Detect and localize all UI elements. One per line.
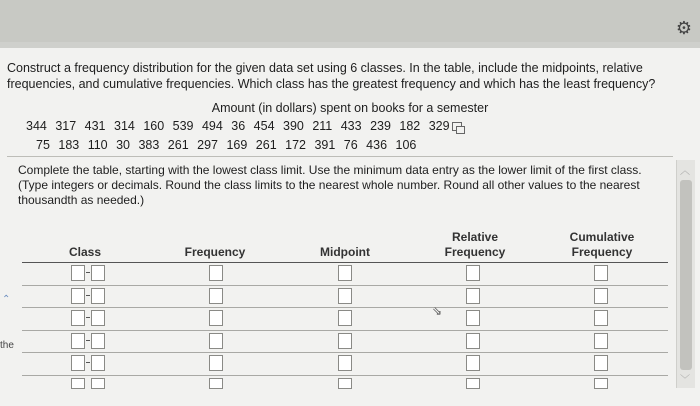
relative-frequency-input[interactable] — [466, 355, 480, 371]
class-lower-input[interactable] — [71, 333, 85, 349]
frequency-input[interactable] — [209, 355, 223, 371]
midpoint-input[interactable] — [338, 265, 352, 281]
caret-up-icon: ⌃ — [2, 294, 11, 305]
top-bar — [0, 0, 700, 42]
header-cumulative-line-1: Cumulative — [569, 230, 635, 244]
midpoint-input[interactable] — [338, 378, 352, 389]
header-midpoint: Midpoint — [320, 245, 370, 259]
row-divider — [22, 285, 668, 286]
header-cumulative-frequency — [562, 230, 642, 260]
class-upper-input[interactable] — [91, 265, 105, 281]
cumulative-frequency-input[interactable] — [594, 355, 608, 371]
data-caption: Amount (in dollars) spent on books for a semester — [211, 101, 489, 115]
header-relative-line-2: Frequency — [444, 245, 506, 259]
class-dash — [86, 295, 90, 296]
class-dash — [86, 340, 90, 341]
class-dash — [86, 317, 90, 318]
instructions — [18, 163, 673, 208]
instruction-line-2: (Type integers or decimals. Round the class limits to the nearest whole number. Round all other values to the nearest thousandth as needed.) — [18, 178, 640, 207]
cumulative-frequency-input[interactable] — [594, 288, 608, 304]
relative-frequency-input[interactable] — [466, 265, 480, 281]
question-text: Construct a frequency distribution for the given data set using 6 classes. In the table, include the midpoints, relative frequencies, and cumulative frequencies. Which class has the greatest frequency and which has the least frequency? — [7, 61, 656, 91]
row-divider — [22, 307, 668, 308]
cumulative-frequency-input[interactable] — [594, 310, 608, 326]
class-upper-input[interactable] — [91, 333, 105, 349]
frequency-input[interactable] — [209, 378, 223, 389]
side-text: the — [0, 340, 14, 351]
header-relative-line-1: Relative — [451, 230, 499, 244]
class-lower-input[interactable] — [71, 265, 85, 281]
data-row-2: 75 183 110 30 383 261 297 169 261 172 391 76 436 106 — [36, 138, 417, 152]
class-upper-input[interactable] — [91, 378, 105, 389]
header-relative-frequency — [436, 230, 514, 260]
relative-frequency-input[interactable] — [466, 378, 480, 389]
midpoint-input[interactable] — [338, 288, 352, 304]
scroll-thumb[interactable] — [680, 180, 692, 370]
cumulative-frequency-input[interactable] — [594, 378, 608, 389]
header-class: Class — [68, 245, 102, 259]
class-lower-input[interactable] — [71, 378, 85, 389]
class-lower-input[interactable] — [71, 355, 85, 371]
scrollbar[interactable] — [676, 160, 695, 388]
header-cumulative-line-2: Frequency — [571, 245, 633, 259]
class-upper-input[interactable] — [91, 355, 105, 371]
frequency-input[interactable] — [209, 288, 223, 304]
header-frequency: Frequency — [184, 245, 246, 259]
class-lower-input[interactable] — [71, 310, 85, 326]
class-dash — [86, 272, 90, 273]
instruction-line-1: Complete the table, starting with the lowest class limit. Use the minimum data entry as the lower limit of the first class. — [18, 163, 642, 177]
midpoint-input[interactable] — [338, 355, 352, 371]
divider — [7, 156, 673, 157]
class-upper-input[interactable] — [91, 310, 105, 326]
row-divider — [22, 352, 668, 353]
header-underline — [22, 262, 668, 263]
class-dash — [86, 362, 90, 363]
class-upper-input[interactable] — [91, 288, 105, 304]
cursor-icon: ⇘ — [432, 304, 443, 318]
copy-icon[interactable] — [452, 122, 462, 131]
frequency-input[interactable] — [209, 333, 223, 349]
class-lower-input[interactable] — [71, 288, 85, 304]
frequency-input[interactable] — [209, 310, 223, 326]
frequency-input[interactable] — [209, 265, 223, 281]
row-divider — [22, 330, 668, 331]
midpoint-input[interactable] — [338, 310, 352, 326]
cumulative-frequency-input[interactable] — [594, 333, 608, 349]
cumulative-frequency-input[interactable] — [594, 265, 608, 281]
data-row-1: 344 317 431 314 160 539 494 36 454 390 211 433 239 182 329 — [26, 119, 462, 133]
relative-frequency-input[interactable] — [466, 288, 480, 304]
chevron-up-icon[interactable]: ︿ — [680, 166, 690, 177]
chevron-down-icon[interactable]: ﹀ — [680, 375, 690, 386]
midpoint-input[interactable] — [338, 333, 352, 349]
gear-icon[interactable]: ⚙ — [675, 18, 692, 39]
relative-frequency-input[interactable] — [466, 333, 480, 349]
row-divider — [22, 375, 668, 376]
relative-frequency-input[interactable] — [466, 310, 480, 326]
